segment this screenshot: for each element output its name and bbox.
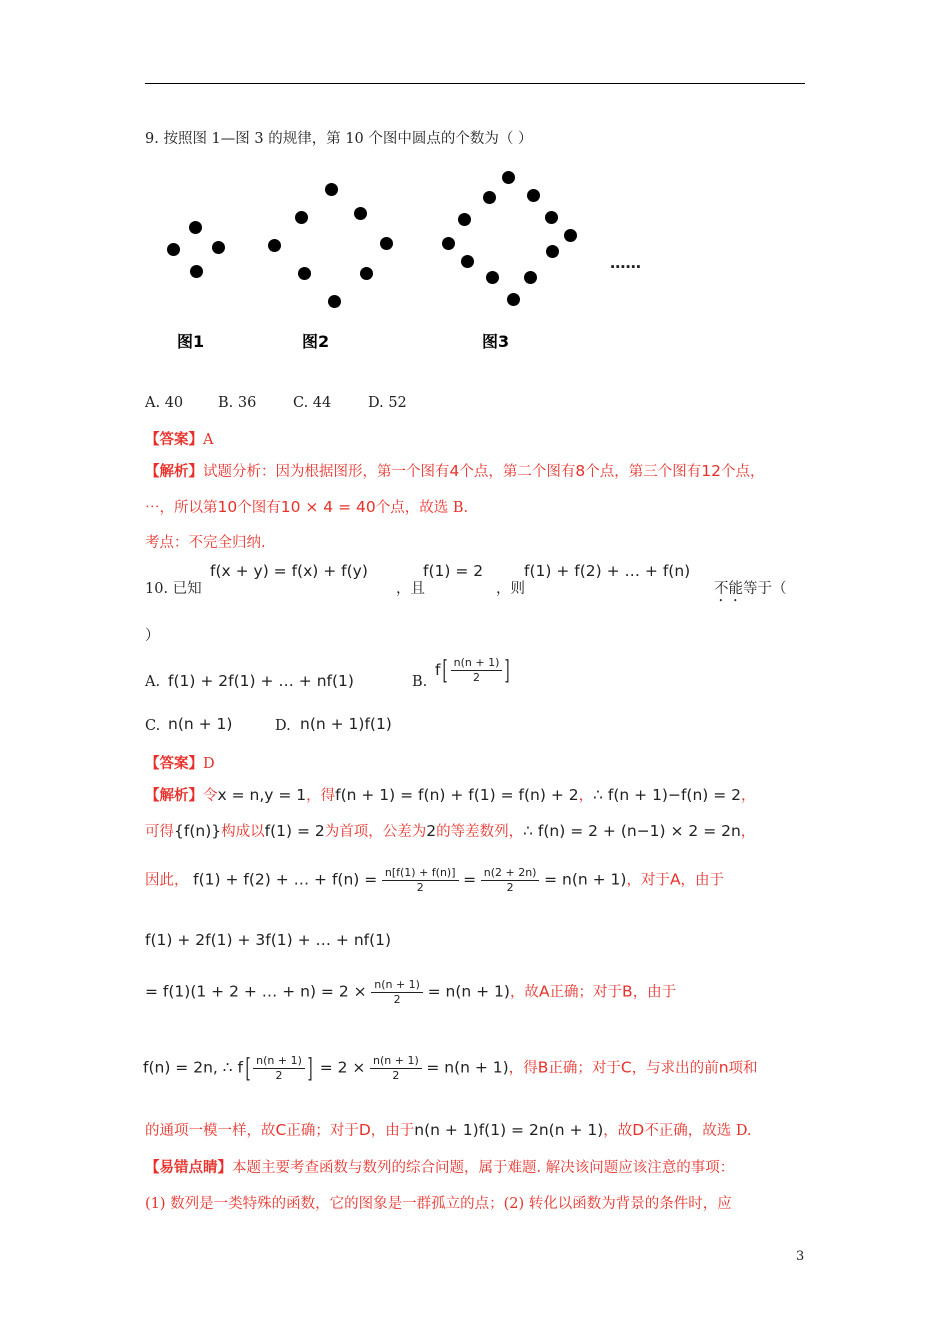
analysis-text: 个点，第三个图有 (585, 464, 702, 480)
math-expression: f(n + 1) = f(n) + f(1) = f(n) + 2 (335, 786, 579, 804)
fraction (382, 866, 459, 895)
q10-option-c: n(n + 1) (168, 715, 233, 733)
denominator: 2 (416, 881, 424, 894)
q10-option-d-label: D. (275, 718, 291, 734)
q10-option-b-label: B. (412, 674, 428, 690)
q9-analysis-line2 (145, 496, 468, 517)
bracket-left-icon: [ (245, 1053, 251, 1084)
q10-cannot-equal (714, 577, 787, 605)
fraction (370, 1054, 422, 1083)
analysis-text: ，故 (509, 984, 539, 1001)
math-f: f (435, 661, 441, 679)
analysis-text: ，得 (508, 1060, 538, 1077)
math-expression: x = n,y = 1 (217, 786, 307, 804)
analysis-text: ⋯，所以第 (145, 500, 218, 516)
fig1-label: 图1 (177, 332, 205, 351)
q10-analysis-line3 (145, 866, 724, 895)
analysis-text: 的等差数列， (436, 824, 524, 840)
analysis-text: 的通项一模一样，故 (145, 1123, 276, 1139)
cannot-emphasis: 不能 (714, 581, 743, 597)
math-value: D (632, 1121, 645, 1139)
fig1-dot (190, 265, 203, 278)
q10-analysis-line5 (145, 978, 676, 1007)
fig2-dot (328, 295, 341, 308)
math-expression: f(1) = 2 (264, 822, 325, 840)
q9-option-d: D. 52 (368, 395, 407, 411)
math-value: D (358, 1121, 371, 1139)
q10-num: 10. 已知 (145, 581, 202, 597)
numerator: n(n + 1) (370, 1054, 422, 1069)
q10-eq3: f(1) + f(2) + … + f(n) (524, 562, 691, 580)
math-expression: = 2 × (319, 1058, 366, 1077)
fig3-dot (545, 211, 558, 224)
analysis-text: ， (741, 788, 756, 804)
q9-option-b: B. 36 (218, 395, 257, 411)
fig2-dot (360, 267, 373, 280)
fig3-dot (461, 255, 474, 268)
figure-ellipsis: …… (610, 254, 641, 272)
math-value: 12 (701, 462, 721, 480)
math-expression: = (463, 870, 477, 889)
math-expression: f(1) + f(2) + … + f(n) = (193, 870, 378, 889)
analysis-text: ， (578, 788, 594, 804)
analysis-text: 为首项，公差为 (324, 824, 427, 840)
analysis-text: ， (740, 824, 756, 840)
math-expression: = f(1)(1 + 2 + … + n) = 2 × (145, 982, 367, 1001)
math-expression: n(n + 1)f(1) = 2n(n + 1) (414, 1121, 604, 1139)
analysis-text: 个点，故选 B. (375, 500, 469, 516)
math-expression: ∴ f(n) = 2 + (n−1) × 2 = 2n (523, 822, 741, 840)
analysis-text: 可得 (145, 824, 174, 840)
math-value: 4 (449, 462, 460, 480)
fig2-dot (380, 237, 393, 250)
math-expression: = n(n + 1) (544, 870, 627, 889)
analysis-text: 不正确，故选 D. (644, 1123, 752, 1139)
math-value: C (620, 1058, 632, 1077)
analysis-text: 构成以 (221, 824, 265, 840)
analysis-tag: 【解析】 (145, 787, 203, 804)
fig1-dot (167, 243, 180, 256)
fig3-dot (507, 293, 520, 306)
fig3-dot (486, 271, 499, 284)
q10-analysis-line2 (145, 820, 755, 841)
fig2-dot (298, 267, 311, 280)
denominator: 2 (473, 671, 480, 684)
analysis-text: 个点，第二个图有 (459, 464, 576, 480)
q10-pitfall-line1 (145, 1156, 734, 1177)
analysis-text: 试题分析：因为根据图形，第一个图有 (203, 464, 450, 480)
q9-stem: 9. 按照图 1—图 3 的规律，第 10 个图中圆点的个数为（ ） (145, 131, 533, 147)
fig3-dot (524, 271, 537, 284)
analysis-text: ，与求出的前 (631, 1060, 719, 1077)
bracket-right-icon: ] (307, 1053, 313, 1084)
fig3-dot (483, 191, 496, 204)
denominator: 2 (393, 993, 401, 1006)
answer-tag: 【答案】 (145, 431, 203, 448)
analysis-text: ，由于 (680, 872, 725, 889)
math-value: 10 (217, 498, 238, 516)
q9-option-c: C. 44 (293, 395, 332, 411)
fraction (371, 978, 423, 1007)
q9-analysis-line1 (145, 460, 764, 481)
q10-option-d: n(n + 1)f(1) (300, 715, 392, 733)
fraction (451, 656, 503, 685)
fraction (481, 866, 540, 895)
q10-analysis-line4: f(1) + 2f(1) + 3f(1) + … + nf(1) (145, 931, 392, 949)
q10-pitfall-line2: (1) 数列是一类特殊的函数，它的图象是一群孤立的点；(2) 转化以函数为背景的条件时，应 (145, 1196, 732, 1212)
q10-option-b (435, 656, 513, 685)
numerator: n[f(1) + f(n)] (382, 866, 459, 881)
math-value: C (275, 1121, 287, 1139)
math-value: B (622, 982, 633, 1001)
q10-option-c-label: C. (145, 718, 161, 734)
analysis-text: 令 (203, 788, 218, 804)
math-expression: ∴ f(n + 1)−f(n) = 2 (593, 786, 742, 804)
header-rule (145, 83, 805, 84)
q10-eq2: f(1) = 2 (423, 562, 484, 580)
q10-answer (145, 752, 215, 773)
math-expression: {f(n)} (174, 822, 222, 840)
fig3-dot (502, 171, 515, 184)
q10-option-a: f(1) + 2f(1) + … + nf(1) (168, 672, 354, 690)
analysis-text: ，由于 (632, 984, 677, 1001)
answer-tag: 【答案】 (145, 755, 203, 772)
q10-analysis-line6 (143, 1054, 758, 1083)
analysis-text: 个图有 (237, 500, 281, 516)
fig1-dot (189, 221, 202, 234)
fraction (253, 1054, 305, 1083)
math-expression: 2 (426, 822, 437, 840)
answer-value: D (203, 756, 215, 772)
fig2-dot (354, 207, 367, 220)
analysis-text: 正确；对于 (548, 1060, 621, 1077)
math-expression: 10 × 4 = 40 (280, 498, 376, 516)
math-value: B (537, 1058, 549, 1077)
math-value: 8 (575, 462, 586, 480)
equal-text: 等于（ (743, 581, 787, 597)
analysis-text: ，得 (306, 788, 336, 804)
analysis-text: 正确；对于 (286, 1123, 359, 1139)
q10-and: ，且 (396, 581, 425, 597)
q10-option-a-label: A. (145, 674, 161, 690)
q10-analysis-line7 (145, 1119, 752, 1140)
q9-answer (145, 428, 213, 449)
fig2-dot (295, 211, 308, 224)
analysis-text: ，对于 (626, 872, 670, 889)
analysis-text: 个点， (720, 464, 765, 480)
denominator: 2 (275, 1069, 283, 1082)
pitfall-text: 本题主要考查函数与数列的综合问题，属于难题. 解决该问题应该注意的事项： (232, 1160, 735, 1176)
fig2-label: 图2 (302, 332, 330, 351)
q10-close-paren: ） (145, 628, 160, 644)
bracket-right-icon: ] (504, 655, 510, 686)
q10-analysis-line1 (145, 784, 756, 805)
math-expression: f(n) = 2n, ∴ f (143, 1058, 244, 1077)
bracket-left-icon: [ (443, 655, 449, 686)
fig2-dot (268, 239, 281, 252)
pitfall-tag: 【易错点睛】 (145, 1159, 232, 1176)
fig3-dot (527, 189, 540, 202)
q9-kaodian: 考点：不完全归纳. (145, 535, 266, 551)
analysis-tag: 【解析】 (145, 463, 203, 480)
q10-eq1: f(x + y) = f(x) + f(y) (210, 562, 368, 580)
answer-value: A (203, 432, 214, 448)
fig3-label: 图3 (482, 332, 510, 351)
analysis-text: ，由于 (370, 1123, 415, 1139)
math-value: A (538, 982, 550, 1001)
analysis-text: 项和 (728, 1060, 758, 1077)
math-value: n (718, 1058, 729, 1077)
fig3-dot (442, 237, 455, 250)
numerator: n(2 + 2n) (481, 866, 540, 881)
numerator: n(n + 1) (253, 1054, 305, 1069)
q10-then: ，则 (496, 581, 525, 597)
numerator: n(n + 1) (451, 656, 503, 671)
analysis-text: 正确；对于 (549, 984, 623, 1001)
fig3-dot (546, 245, 559, 258)
q9-option-a: A. 40 (145, 395, 184, 411)
denominator: 2 (392, 1069, 400, 1082)
math-expression: = n(n + 1) (427, 982, 510, 1001)
page-number: 3 (796, 1249, 805, 1264)
analysis-text: ，故 (603, 1123, 633, 1139)
denominator: 2 (506, 881, 514, 894)
math-value: A (669, 870, 681, 889)
fig1-dot (212, 241, 225, 254)
analysis-text: 因此， (145, 872, 189, 889)
fig3-dot (458, 213, 471, 226)
fig2-dot (325, 183, 338, 196)
numerator: n(n + 1) (371, 978, 423, 993)
math-expression: = n(n + 1) (426, 1058, 509, 1077)
fig3-dot (564, 229, 577, 242)
